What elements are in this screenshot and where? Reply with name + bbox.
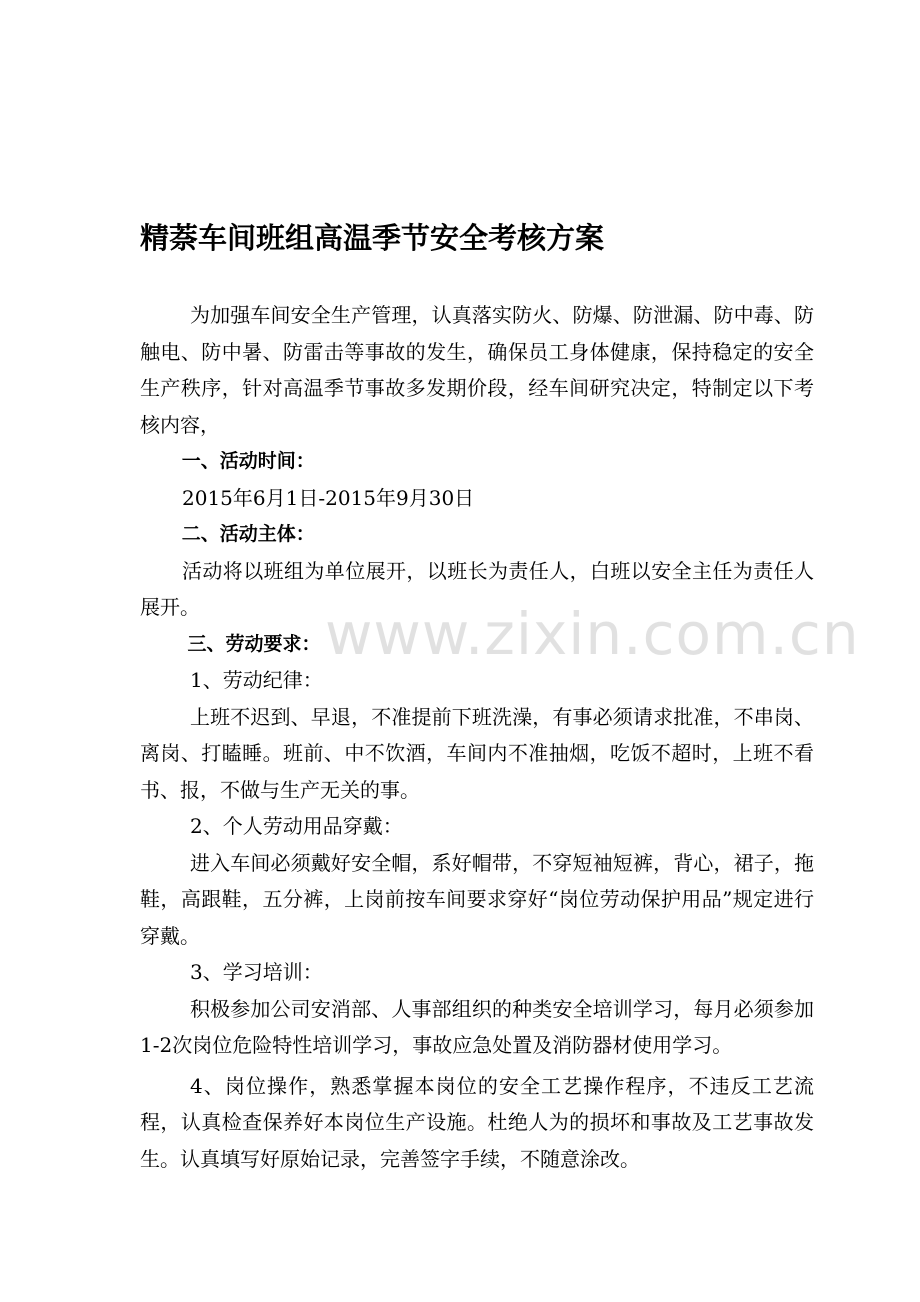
document-title: 精萘车间班组高温季节安全考核方案 <box>140 221 605 255</box>
item-heading-training: 3、学习培训： <box>190 960 323 984</box>
watermark: www.zixin.com.cn <box>325 600 860 668</box>
activity-period: 2015年6月1日-2015年9月30日 <box>182 485 475 510</box>
section-heading-requirements: 三、劳动要求： <box>187 632 321 655</box>
section-heading-time: 一、活动时间： <box>181 450 315 472</box>
item-text-discipline: 上班不迟到、早退，不准提前下班洗澡，有事必须请求批准，不串岗、离岗、打瞌睡。班前、中不饮酒，车间内不准抽烟，吃饭不超时，上班不看书、报，不做与生产无关的事。 <box>140 704 814 802</box>
intro-paragraph: 为加强车间安全生产管理，认真落实防火、防爆、防泄漏、防中毒、防触电、防中暑、防雷击等事故的发生，确保员工身体健康，保持稳定的安全生产秩序，针对高温季节事故多发期价段，经车间研究决定，特制定以下考核内容， <box>140 303 814 437</box>
item-text-training: 积极参加公司安消部、人事部组织的种类安全培训学习，每月必须参加1-2次岗位危险特性培训学习，事故应急处置及消防器材使用学习。 <box>140 996 814 1057</box>
item-text-operation: 4、岗位操作，熟悉掌握本岗位的安全工艺操作程序，不违反工艺流程，认真检查保养好本岗位生产设施。杜绝人为的损坏和事故及工艺事故发生。认真填写好原始记录，完善签字手续，不随意涂改。 <box>140 1073 814 1171</box>
item-text-protective-gear: 进入车间必须戴好安全帽，系好帽带，不穿短袖短裤，背心，裙子，拖鞋，高跟鞋，五分裤，上岗前按车间要求穿好“岗位劳动保护用品”规定进行穿戴。 <box>140 850 814 948</box>
item-heading-discipline: 1、劳动纪律： <box>190 668 323 692</box>
activity-subject-text: 活动将以班组为单位展开，以班长为责任人，白班以安全主任为责任人展开。 <box>140 558 814 619</box>
item-heading-protective-gear: 2、个人劳动用品穿戴： <box>190 814 403 838</box>
document-body <box>140 297 814 1177</box>
section-heading-subject: 二、活动主体： <box>181 523 315 545</box>
